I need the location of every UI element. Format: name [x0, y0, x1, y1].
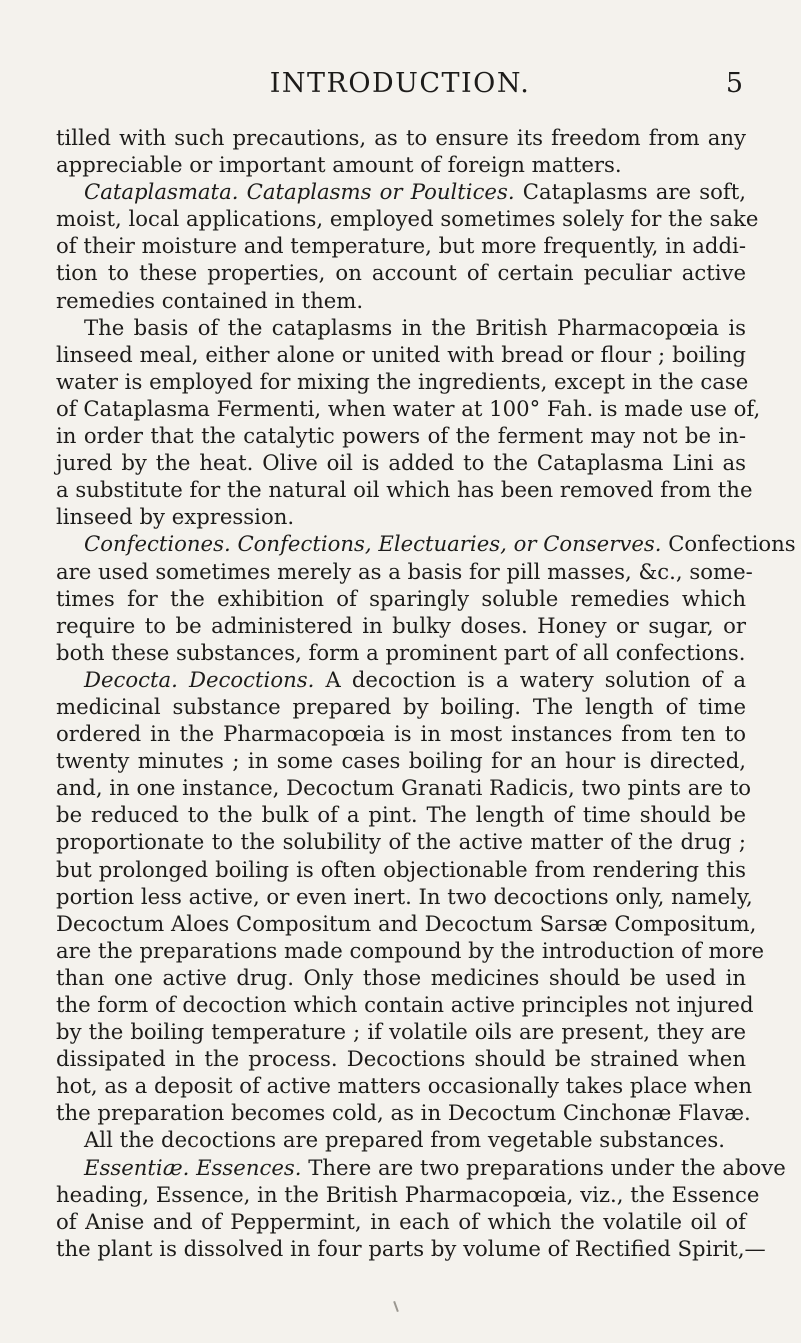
- body-text: [56, 124, 796, 1262]
- english-term: Cataplasms or Poultices.: [246, 179, 515, 205]
- text-span: Confections: [668, 531, 796, 557]
- english-term: Essences.: [196, 1154, 302, 1180]
- text-line: than one active drug. Only those medicines should be used in: [56, 964, 746, 990]
- text-line: proportionate to the solubility of the active matter of the drug ;: [56, 829, 746, 855]
- stray-ink-mark: [393, 1301, 399, 1312]
- text-line: both these substances, form a prominent part of all confections.: [56, 639, 746, 665]
- text-line: portion less active, or even inert. In two decoctions only, namely,: [56, 883, 753, 909]
- running-head: [0, 68, 801, 108]
- text-line: be reduced to the bulk of a pint. The length of time should be: [56, 802, 746, 828]
- text-line: and, in one instance, Decoctum Granati Radicis, two pints are to: [56, 775, 752, 801]
- text-line: a substitute for the natural oil which has been removed from the: [56, 477, 753, 503]
- text-line: heading, Essence, in the British Pharmacopœia, viz., the Essence: [56, 1181, 760, 1207]
- text-line: appreciable or important amount of foreign matters.: [56, 152, 622, 178]
- latin-term: Confectiones.: [84, 531, 231, 557]
- text-line: of Cataplasma Fermenti, when water at 100° Fah. is made use of,: [56, 395, 761, 421]
- text-line: twenty minutes ; in some cases boiling for an hour is directed,: [56, 748, 746, 774]
- text-line: jured by the heat. Olive oil is added to the Cataplasma Lini as: [56, 450, 746, 476]
- text-line: hot, as a deposit of active matters occasionally takes place when: [56, 1073, 752, 1099]
- running-head-title: INTRODUCTION.: [269, 68, 531, 99]
- text-line: by the boiling temperature ; if volatile oils are present, they are: [56, 1019, 746, 1045]
- text-line: but prolonged boiling is often objectionable from rendering this: [56, 856, 746, 882]
- text-line: of Anise and of Peppermint, in each of which the volatile oil of: [56, 1208, 746, 1234]
- page-number: 5: [725, 68, 743, 99]
- section-heading-line: [56, 530, 796, 557]
- text-line: tilled with such precautions, as to ensure its freedom from any: [56, 125, 746, 150]
- text-line: the form of decoction which contain active principles not injured: [56, 992, 754, 1017]
- text-line: The basis of the cataplasms in the British Pharmacopœia is: [84, 314, 746, 340]
- text-line: times for the exhibition of sparingly soluble remedies which: [56, 585, 746, 611]
- text-span: There are two preparations under the above: [308, 1154, 786, 1180]
- text-line: linseed by expression.: [56, 504, 295, 530]
- latin-term: Cataplasmata.: [84, 179, 239, 205]
- text-line: are used sometimes merely as a basis for pill masses, &c., some-: [56, 558, 753, 584]
- text-line: tion to these properties, on account of certain peculiar active: [56, 260, 746, 286]
- text-line: All the decoctions are prepared from vegetable substances.: [84, 1127, 726, 1153]
- text-line: require to be administered in bulky doses. Honey or sugar, or: [56, 612, 746, 638]
- text-line: in order that the catalytic powers of the ferment may not be in-: [56, 423, 746, 449]
- english-term: Confections, Electuaries, or Conserves.: [237, 531, 662, 557]
- text-line: the preparation becomes cold, as in Decoctum Cinchonæ Flavæ.: [56, 1100, 751, 1126]
- text-line: are the preparations made compound by the introduction of more: [56, 937, 765, 963]
- text-line: ordered in the Pharmacopœia is in most instances from ten to: [56, 721, 746, 747]
- text-line: remedies contained in them.: [56, 287, 364, 313]
- text-line: dissipated in the process. Decoctions should be strained when: [56, 1046, 746, 1072]
- english-term: Decoctions.: [189, 666, 315, 692]
- section-heading-line: [56, 178, 746, 205]
- section-heading-line: [56, 666, 746, 693]
- text-line: medicinal substance prepared by boiling. The length of time: [56, 693, 746, 719]
- text-line: the plant is dissolved in four parts by volume of Rectified Spirit,—: [56, 1235, 766, 1261]
- text-line: moist, local applications, employed sometimes solely for the sake: [56, 206, 759, 232]
- latin-term: Essentiæ.: [84, 1154, 190, 1180]
- text-line: linseed meal, either alone or united with bread or flour ; boiling: [56, 341, 746, 367]
- text-line: Decoctum Aloes Compositum and Decoctum Sarsæ Compositum,: [56, 910, 757, 936]
- latin-term: Decocta.: [84, 666, 178, 692]
- text-line: water is employed for mixing the ingredients, except in the case: [56, 368, 749, 394]
- text-span: Cataplasms are soft,: [522, 179, 746, 205]
- section-heading-line: [56, 1154, 786, 1181]
- text-span: A decoction is a watery solution of a: [325, 666, 746, 692]
- text-line: of their moisture and temperature, but more frequently, in addi-: [56, 233, 746, 259]
